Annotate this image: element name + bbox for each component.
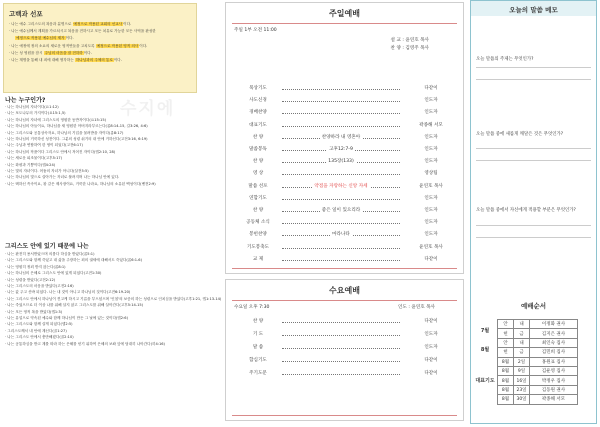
duty-roster-title: 예배순서 xyxy=(520,302,547,310)
left-column xyxy=(0,0,222,427)
memo-answer-line[interactable] xyxy=(476,67,591,68)
duty-person: 박정우 집사 xyxy=(530,376,578,385)
order-name: 묵상기도 xyxy=(249,86,267,91)
confession-highlight: 예정으로 작용된 교회의 선교사 xyxy=(73,22,123,26)
order-row xyxy=(226,85,465,93)
order-name: 경배찬양 xyxy=(249,110,267,116)
order-row xyxy=(226,331,465,339)
verse-item: · 나는 주님과 연합하여 한 영이 되었다(고전6:17) xyxy=(5,143,83,148)
order-row xyxy=(226,344,465,352)
order-role: 다같이 xyxy=(424,256,438,262)
order-name: 연합기도 xyxy=(249,195,267,201)
duty-cell: 16일 xyxy=(514,376,530,385)
order-role: 다같이 xyxy=(424,371,438,376)
verse-item: · 나는 하나님의 자녀에 그리스도의 영원한 동반자이다(요15:15) xyxy=(5,117,107,122)
order-name: 주기도문 xyxy=(249,371,267,376)
duty-row xyxy=(498,366,578,375)
order-name: 교 제 xyxy=(252,256,264,262)
order-row xyxy=(226,244,465,252)
wednesday-service-time: 수요일 오후 7:30 xyxy=(234,305,270,310)
verse-item: · 나는 빛의 자녀이다. 어둠의 자녀가 아니다(살전5:5) xyxy=(5,169,89,174)
order-dots xyxy=(282,260,400,261)
verse-item: · 나는 포도나무의 가지이다(요15:1,5) xyxy=(5,111,66,116)
section-who-am-i-list xyxy=(5,104,197,187)
order-role: 윤연호 목사 xyxy=(419,183,443,189)
duty-group-label: 8월 xyxy=(480,347,490,353)
memo-answer-line[interactable] xyxy=(476,160,591,161)
order-dots xyxy=(282,174,400,175)
memo-question-realization: 오늘 말씀 중에 새롭게 깨달은 것은 무엇인가? xyxy=(476,132,564,137)
confession-list xyxy=(9,21,195,64)
duty-cell: 내 xyxy=(514,320,530,329)
duty-cell: 9일 xyxy=(514,366,530,375)
order-dots xyxy=(282,113,400,114)
confession-end: 이다. xyxy=(83,50,92,55)
order-content xyxy=(282,158,400,164)
verse-item: · 나는 하나님의 아들이요, 하나님을 새 영원한 아버지라부르는다(롬8:14-15, 갈3:26, 4:6) xyxy=(5,124,148,129)
order-name: 대표기도 xyxy=(249,122,267,128)
order-content xyxy=(282,231,400,237)
duty-row xyxy=(498,376,578,385)
duty-cell: 안 xyxy=(498,338,514,347)
wednesday-bottom-rule xyxy=(232,415,457,416)
duty-cell: 8월 xyxy=(498,395,514,404)
order-content xyxy=(282,207,400,213)
order-dots xyxy=(282,126,400,127)
order-row xyxy=(226,134,465,142)
sunday-service-panel xyxy=(225,2,464,274)
memo-question-theme: 오늘 말씀의 주제는 무엇인가? xyxy=(476,57,534,62)
sunday-praise-leader: 찬 양 : 김영주 목사 xyxy=(390,46,429,51)
sermon-memo-title: 오늘의 말씀 메모 xyxy=(471,1,596,16)
sunday-bottom-rule xyxy=(232,268,457,269)
order-row xyxy=(226,219,465,227)
order-role: 인도자 xyxy=(424,159,438,165)
section-in-christ-title: 그리스도 안에 있기 때문에 나는 xyxy=(5,243,89,250)
order-content-text: 135장(133) xyxy=(328,159,354,165)
order-row xyxy=(226,97,465,105)
confession-text: · 나는 계명을 통해 내 죄에 대해 생각하는 xyxy=(9,58,75,63)
order-role: 인도자 xyxy=(424,195,438,201)
duty-roster-table xyxy=(497,319,578,405)
order-row xyxy=(226,122,465,130)
duty-person: 김지은 권사 xyxy=(530,329,578,338)
duty-cell: 금 xyxy=(514,348,530,357)
duty-cell: 2일 xyxy=(514,357,530,366)
verse-item: · 나는 영원히 정죄 받지 않는다(롬8:1) xyxy=(5,264,66,269)
duty-person: 김동원 권사 xyxy=(530,385,578,394)
sermon-memo-panel xyxy=(470,0,597,424)
order-dots xyxy=(282,361,400,362)
confession-item xyxy=(9,35,195,42)
confession-highlight: 예정으로 작용된 영적 의사 xyxy=(96,43,139,48)
order-name: 찬 양 xyxy=(252,134,264,140)
wednesday-title-rule xyxy=(232,300,457,301)
section-in-christ-list xyxy=(5,251,222,347)
order-role: 인도자 xyxy=(424,345,438,350)
verse-item: · 나는 그리스도와 함께 죽었고 내 삶을 주장하는 죄의 권세에 대해서도 죽었다(롬6:1-6) xyxy=(5,258,142,263)
order-name: 영 상 xyxy=(252,171,264,177)
verse-item: · 나는 하나님의 자녀이다(요1:12) xyxy=(5,105,59,109)
order-role: 인도자 xyxy=(424,147,438,152)
order-content xyxy=(282,134,400,140)
sunday-service-time: 주일 1부 오전 11:00 xyxy=(234,28,277,33)
confession-highlight: 하나님과의 주체의 통로 xyxy=(75,58,113,63)
duty-person: 김민희 집사 xyxy=(530,348,578,357)
order-role: 인도자 xyxy=(424,332,438,337)
confession-end: 이다. xyxy=(65,36,74,41)
order-dots xyxy=(282,223,400,224)
verse-item: · 그리스도께서 내 안에 계신다(골1:27) xyxy=(5,328,67,333)
duty-cell: 헌 xyxy=(498,329,514,338)
wednesday-service-panel xyxy=(225,279,464,421)
verse-item: · 나는 새로운 피조물이다(고후5:17) xyxy=(5,156,63,161)
order-name: 찬 양 xyxy=(252,319,264,324)
verse-item: · 나는 공통하심을 받고 계를 따라 하는 은혜를 얻기 위하여 은혜의 보좌 앞에 담대히 나아간다(히4:16) xyxy=(5,341,165,346)
confession-highlight: 주님의 마음을 잘 전하하 xyxy=(44,50,83,55)
order-row xyxy=(226,370,465,378)
duty-group-label: 대표기도 xyxy=(475,378,495,384)
order-dots xyxy=(282,89,400,90)
memo-answer-line[interactable] xyxy=(476,148,591,149)
confession-item xyxy=(9,28,195,35)
order-row xyxy=(226,158,465,166)
wednesday-leader: 인도 : 윤연호 목사 xyxy=(398,305,435,310)
verse-item: · 나는 택하신 족속이요, 왕 같은 제사장이요, 거룩한 나라요, 하나님의 소유된 백성이다(벧전2:9) xyxy=(5,181,156,186)
order-row xyxy=(226,183,465,191)
order-content-text: 마라나타 xyxy=(332,232,350,238)
sunday-preacher: 설 교 : 윤연호 목사 xyxy=(390,38,429,43)
order-name: 말씀 선포 xyxy=(248,183,268,189)
duty-cell: 내 xyxy=(514,338,530,347)
order-role: 다같이 xyxy=(424,86,438,91)
order-role: 다같이 xyxy=(424,319,438,324)
confession-text: · 나는 예수 그리스도의 복음과 분명으로 xyxy=(9,22,73,26)
duty-row xyxy=(498,385,578,394)
order-role: 윤연호 목사 xyxy=(419,244,443,250)
confession-text: · 나는 예수님께서 계획을 가르치시고 복음을 전하시고 모든 치유로 가능한 모든 사역을 완성한 xyxy=(9,29,156,34)
duty-group-label: 7월 xyxy=(480,328,490,334)
order-name: 찬 양 xyxy=(252,208,264,213)
confession-text: · 나는 예정에 정의 소요의 새로운 영적연들을 고치도록 xyxy=(9,43,96,48)
confession-highlight: 예정으로 작용된 예수님의 제자 xyxy=(16,36,65,41)
order-row xyxy=(226,170,465,178)
order-name: 기 도 xyxy=(252,332,264,337)
order-content-text: 고후12:7-9 xyxy=(329,147,353,152)
duty-cell: 안 xyxy=(498,320,514,329)
verse-item: · 나는 그리스도와 공통상속자요, 하나님의 기업을 물려받을 자이다(롬8:17) xyxy=(5,130,124,135)
confession-end: 이다. xyxy=(113,58,122,63)
order-content xyxy=(282,146,400,152)
duty-person: 홍원표 집사 xyxy=(530,357,578,366)
sunday-service-title: 주일예배 xyxy=(329,9,360,18)
verse-item: · 나는 화평과 기쁨이다(엡4:24) xyxy=(5,162,56,167)
confession-title: 고백과 선포 xyxy=(9,10,43,18)
order-dots xyxy=(282,348,400,349)
order-role: 다같이 xyxy=(424,358,438,363)
order-row xyxy=(226,146,465,154)
watermark: 수지에 xyxy=(120,99,176,119)
memo-answer-line[interactable] xyxy=(476,79,591,80)
order-dots xyxy=(282,335,400,336)
duty-cell: 헌 xyxy=(498,348,514,357)
verse-item: · 나는 모든 영적 복을 받았다(엡1:3) xyxy=(5,309,63,314)
duty-row xyxy=(498,357,578,366)
duty-row xyxy=(498,329,578,338)
order-dots xyxy=(282,248,400,249)
order-row xyxy=(226,207,465,215)
confession-item xyxy=(9,43,195,50)
confession-box xyxy=(3,3,197,93)
order-dots xyxy=(282,101,400,102)
middle-column xyxy=(225,0,464,427)
order-content-text: 약점을 자랑하는 신앙 자세 xyxy=(314,183,368,189)
order-name: 기도봉축도 xyxy=(246,244,270,250)
duty-cell: 8월 xyxy=(498,366,514,375)
verse-item: · 나는 완전히 용서받았으며 의롭다 하심을 받았다(롬5:1) xyxy=(5,252,95,256)
confession-item xyxy=(9,50,195,57)
verse-item: · 나는 하나님의 작품이다 그리스도 안에서 저어진 자이다(엡2:10, 28) xyxy=(5,149,116,154)
order-role: 인도자 xyxy=(424,232,438,238)
sunday-title-rule xyxy=(232,23,457,24)
verse-item: · 나는 값 주고 산바 되었다. 나는 내 것이 아니고 하나님의 것이다(고전6:19-20) xyxy=(5,290,131,295)
duty-person: 이정화 권사 xyxy=(530,320,578,329)
verse-item: · 나는 성령을 받았다(고전2:12) xyxy=(5,277,56,282)
order-name: 공동체 소식 xyxy=(246,220,270,226)
order-dots xyxy=(282,322,400,323)
duty-cell: 금 xyxy=(514,329,530,338)
order-name: 사도신경 xyxy=(249,98,267,104)
duty-person: 곽종해 서모 xyxy=(530,395,578,404)
duty-row xyxy=(498,320,578,329)
order-role: 인도자 xyxy=(424,110,438,116)
order-name: 말씀봉독 xyxy=(249,147,267,152)
order-name: 봉헌찬양 xyxy=(249,232,267,238)
duty-cell: 8월 xyxy=(498,385,514,394)
duty-person: 김운영 집사 xyxy=(530,366,578,375)
confession-item xyxy=(9,21,195,28)
right-column xyxy=(470,0,598,427)
order-name: 찬 양 xyxy=(252,159,264,165)
duty-cell: 23일 xyxy=(514,385,530,394)
verse-item: · 나는 그리스도 안에서 충만해졌다(골2:10) xyxy=(5,335,74,340)
verse-item: · 나는 죽었으므로 더 이상 나를 위해 살지 않고 그리스도를 위해 살아간다(고후5:14-15) xyxy=(5,303,144,308)
order-role: 인도자 xyxy=(424,98,438,104)
duty-cell: 8월 xyxy=(498,376,514,385)
verse-item: · 나는 유업으로 약속된 예수와 함께 하나님이 만든 그 날에 있는 것이다(엡2:6) xyxy=(5,316,128,321)
order-row xyxy=(226,231,465,239)
order-name: 말 씀 xyxy=(252,345,264,350)
verse-item: · 나는 그리스도의 마음을 받았다(고전2:16) xyxy=(5,284,74,289)
order-role: 인도자 xyxy=(424,134,438,140)
confession-end: 이다. xyxy=(139,43,148,48)
confession-end: 이다. xyxy=(123,22,132,26)
confession-text: · 나는 성 영원을 잠시 xyxy=(9,50,44,55)
order-dots xyxy=(282,199,400,200)
order-role: 영상팀 xyxy=(424,171,438,177)
memo-answer-line[interactable] xyxy=(476,237,591,238)
order-role: 곽종해 서모 xyxy=(419,122,443,128)
memo-answer-line[interactable] xyxy=(476,225,591,226)
order-row xyxy=(226,318,465,326)
order-role: 인도자 xyxy=(424,208,438,213)
order-content-text: 좋은 일이 있으리라 xyxy=(321,208,361,213)
order-role: 인도자 xyxy=(424,220,438,226)
memo-question-application: 오늘 말씀 중에서 자신에게 적용할 부분은 무엇인가? xyxy=(476,208,576,213)
verse-item: · 나는 그리스도와 함께 살게 되었다(엡2:5) xyxy=(5,322,73,327)
duty-cell: 8월 xyxy=(498,357,514,366)
verse-item: · 나는 하나님의 은혜로 그리스도 안에 있게 되었다(고전1:30) xyxy=(5,271,102,276)
order-row xyxy=(226,109,465,117)
duty-row xyxy=(498,348,578,357)
order-row xyxy=(226,195,465,203)
duty-person: 최인숙 집사 xyxy=(530,338,578,347)
duty-cell: 30일 xyxy=(514,395,530,404)
order-name: 합심기도 xyxy=(249,358,267,363)
wednesday-service-title: 수요예배 xyxy=(329,286,360,295)
order-content-text: 찬양하라 내 영혼아 xyxy=(321,134,361,140)
confession-item xyxy=(9,57,195,64)
verse-item: · 나는 하나님의 거룩하신 성전이다. 그분의 성령 쉬기의 내 안에 거하신다(고전3:16, 6:19) xyxy=(5,137,148,142)
order-content xyxy=(282,183,400,189)
verse-item: · 나는 그리스도 안에서 하나님이 견고케 하시고 기름을 부으셨으며 '인침'의 보증의 하는 성령으로 인치심을 받았다(고후1:21, 엡1:13-14) xyxy=(5,296,222,301)
order-row xyxy=(226,256,465,264)
order-row xyxy=(226,357,465,365)
order-dots xyxy=(282,374,400,375)
verse-item: · 나는 하나님의 빛으로 살아가는 자녀로 불려지며 나는 하나님 안에 있다. xyxy=(5,175,120,180)
section-who-am-i-title: 나는 누구인가? xyxy=(5,97,46,104)
duty-row xyxy=(498,338,578,347)
duty-row xyxy=(498,395,578,404)
